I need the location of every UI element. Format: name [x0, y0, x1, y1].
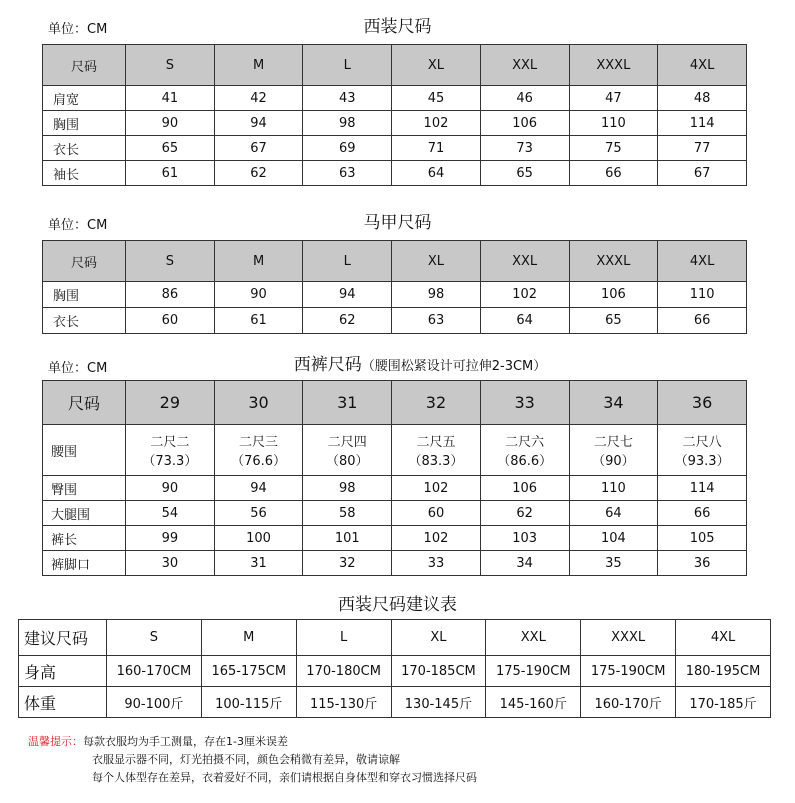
table-row — [43, 476, 747, 501]
vest-header-row — [43, 241, 747, 282]
table-cell: 65 — [569, 308, 658, 334]
table-row — [43, 86, 747, 111]
waist-chi-value: 二尺二 — [150, 435, 190, 450]
table-cell: 145-160斤 — [486, 687, 581, 718]
header-cell: 30 — [214, 381, 303, 425]
table-cell: 99 — [126, 526, 215, 551]
table-cell: 170-185CM — [391, 656, 486, 687]
header-cell: L — [296, 620, 391, 656]
header-cell: 29 — [126, 381, 215, 425]
table-cell: 60 — [392, 501, 481, 526]
table-cell: 43 — [303, 86, 392, 111]
table-cell — [480, 425, 569, 476]
table-cell: 47 — [569, 86, 658, 111]
table-cell — [392, 425, 481, 476]
suit-header-row — [43, 45, 747, 86]
table-cell: 34 — [480, 551, 569, 576]
table-cell: 31 — [214, 551, 303, 576]
table-cell: 100-115斤 — [201, 687, 296, 718]
suggest-size-table — [18, 619, 771, 718]
header-cell: XL — [392, 241, 481, 282]
table-cell: 175-190CM — [486, 656, 581, 687]
header-cell: 4XL — [676, 620, 771, 656]
table-cell: 42 — [214, 86, 303, 111]
header-cell: XXXL — [569, 45, 658, 86]
header-cell: 尺码 — [43, 45, 126, 86]
table-cell — [569, 425, 658, 476]
header-cell: 31 — [303, 381, 392, 425]
row-label: 胸围 — [43, 282, 126, 308]
table-row — [43, 136, 747, 161]
table-cell: 32 — [303, 551, 392, 576]
table-cell: 56 — [214, 501, 303, 526]
tips-line — [28, 733, 477, 751]
tips-text: 每个人体型存在差异，衣着爱好不同，亲们请根据自身体型和穿衣习惯选择尺码 — [92, 771, 477, 784]
waist-cm-value: （80） — [325, 454, 369, 469]
row-label: 臀围 — [43, 476, 126, 501]
table-cell: 102 — [392, 111, 481, 136]
table-cell: 62 — [480, 501, 569, 526]
header-cell: 34 — [569, 381, 658, 425]
header-cell: 尺码 — [43, 241, 126, 282]
table-cell: 170-185斤 — [676, 687, 771, 718]
trousers-title: 西裤尺码 — [293, 355, 362, 375]
table-row — [43, 526, 747, 551]
suit-size-table — [42, 44, 747, 186]
header-cell: L — [303, 241, 392, 282]
table-cell: 71 — [392, 136, 481, 161]
table-cell: 110 — [569, 111, 658, 136]
row-label: 腰围 — [43, 425, 126, 476]
table-cell: 64 — [480, 308, 569, 334]
table-cell: 64 — [392, 161, 481, 186]
row-label: 袖长 — [43, 161, 126, 186]
header-cell: XXL — [486, 620, 581, 656]
table-cell: 160-170CM — [107, 656, 202, 687]
header-cell: M — [214, 241, 303, 282]
row-label: 裤脚口 — [43, 551, 126, 576]
row-label: 衣长 — [43, 308, 126, 334]
table-cell: 165-175CM — [201, 656, 296, 687]
table-row — [43, 282, 747, 308]
vest-unit: 单位：CM — [48, 218, 108, 233]
table-cell — [658, 425, 747, 476]
table-cell: 75 — [569, 136, 658, 161]
table-cell: 63 — [392, 308, 481, 334]
suggest-header-row — [19, 620, 771, 656]
waist-row — [43, 425, 747, 476]
table-row — [43, 161, 747, 186]
table-cell: 62 — [303, 308, 392, 334]
tips-label: 温馨提示： — [28, 735, 83, 748]
trousers-title-block — [240, 350, 600, 375]
table-cell: 48 — [658, 86, 747, 111]
table-cell: 94 — [214, 476, 303, 501]
header-cell: XL — [391, 620, 486, 656]
table-cell: 101 — [303, 526, 392, 551]
table-cell: 160-170斤 — [581, 687, 676, 718]
table-cell: 73 — [480, 136, 569, 161]
table-cell: 106 — [569, 282, 658, 308]
header-cell: S — [126, 45, 215, 86]
waist-chi-value: 二尺七 — [593, 435, 633, 450]
row-label: 身高 — [19, 656, 107, 687]
tips-block — [28, 733, 477, 787]
table-cell: 30 — [126, 551, 215, 576]
tips-text: 每款衣服均为手工测量，存在1-3厘米误差 — [83, 735, 288, 748]
table-row — [43, 111, 747, 136]
header-cell: 4XL — [658, 241, 747, 282]
row-label: 体重 — [19, 687, 107, 718]
header-cell: S — [126, 241, 215, 282]
table-cell: 35 — [569, 551, 658, 576]
table-cell: 60 — [126, 308, 215, 334]
table-cell: 66 — [569, 161, 658, 186]
header-cell: 尺码 — [43, 381, 126, 425]
header-cell: XL — [392, 45, 481, 86]
header-cell: 33 — [480, 381, 569, 425]
header-cell: 32 — [392, 381, 481, 425]
header-cell: 36 — [658, 381, 747, 425]
table-cell: 110 — [569, 476, 658, 501]
table-cell: 90 — [214, 282, 303, 308]
table-cell: 106 — [480, 111, 569, 136]
suit-unit: 单位：CM — [48, 22, 108, 37]
table-cell: 100 — [214, 526, 303, 551]
table-cell: 110 — [658, 282, 747, 308]
table-row — [19, 687, 771, 718]
table-row — [19, 656, 771, 687]
table-cell: 98 — [303, 476, 392, 501]
table-cell — [126, 425, 215, 476]
table-cell: 114 — [658, 111, 747, 136]
table-cell: 36 — [658, 551, 747, 576]
header-cell: XXXL — [581, 620, 676, 656]
row-label: 胸围 — [43, 111, 126, 136]
table-cell: 98 — [303, 111, 392, 136]
waist-cm-value: （86.6） — [497, 454, 553, 469]
vest-size-table — [42, 240, 747, 334]
table-cell: 41 — [126, 86, 215, 111]
trousers-size-table — [42, 380, 747, 576]
waist-cm-value: （93.3） — [674, 454, 730, 469]
table-cell: 65 — [480, 161, 569, 186]
header-cell: M — [214, 45, 303, 86]
table-cell: 66 — [658, 501, 747, 526]
trousers-unit: 单位：CM — [48, 361, 108, 376]
table-cell — [214, 425, 303, 476]
table-cell: 115-130斤 — [296, 687, 391, 718]
header-cell: XXL — [480, 45, 569, 86]
waist-chi-value: 二尺六 — [505, 435, 545, 450]
suit-title: 西装尺码 — [363, 17, 432, 37]
table-cell: 98 — [392, 282, 481, 308]
table-cell: 69 — [303, 136, 392, 161]
table-cell: 61 — [126, 161, 215, 186]
table-cell: 90 — [126, 476, 215, 501]
table-cell: 104 — [569, 526, 658, 551]
header-cell: 建议尺码 — [19, 620, 107, 656]
waist-cm-value: （90） — [592, 454, 635, 469]
waist-cm-value: （73.3） — [142, 454, 198, 469]
table-cell: 46 — [480, 86, 569, 111]
waist-cm-value: （76.6） — [231, 454, 287, 469]
table-cell: 61 — [214, 308, 303, 334]
table-cell: 130-145斤 — [391, 687, 486, 718]
trousers-header-row — [43, 381, 747, 425]
table-cell: 102 — [392, 476, 481, 501]
table-cell: 63 — [303, 161, 392, 186]
table-cell: 45 — [392, 86, 481, 111]
header-cell: L — [303, 45, 392, 86]
table-cell: 64 — [569, 501, 658, 526]
vest-title: 马甲尺码 — [363, 213, 432, 233]
row-label: 大腿围 — [43, 501, 126, 526]
row-label: 肩宽 — [43, 86, 126, 111]
trousers-subtitle: （腰围松紧设计可拉伸2-3CM） — [361, 359, 547, 374]
table-cell: 103 — [480, 526, 569, 551]
header-cell: S — [107, 620, 202, 656]
table-cell: 114 — [658, 476, 747, 501]
table-cell: 54 — [126, 501, 215, 526]
table-cell: 86 — [126, 282, 215, 308]
table-cell: 66 — [658, 308, 747, 334]
tips-text: 衣服显示器不同，灯光拍摄不同，颜色会稍微有差异，敬请谅解 — [92, 753, 400, 766]
table-row — [43, 501, 747, 526]
row-label: 衣长 — [43, 136, 126, 161]
table-cell: 105 — [658, 526, 747, 551]
table-cell: 90-100斤 — [107, 687, 202, 718]
waist-chi-value: 二尺四 — [327, 435, 367, 450]
table-cell: 106 — [480, 476, 569, 501]
header-cell: 4XL — [658, 45, 747, 86]
waist-chi-value: 二尺八 — [682, 435, 722, 450]
waist-chi-value: 二尺五 — [416, 435, 456, 450]
table-cell: 62 — [214, 161, 303, 186]
table-cell: 67 — [214, 136, 303, 161]
waist-chi-value: 二尺三 — [239, 435, 279, 450]
table-cell: 102 — [480, 282, 569, 308]
table-cell: 175-190CM — [581, 656, 676, 687]
table-cell: 180-195CM — [676, 656, 771, 687]
table-cell — [303, 425, 392, 476]
header-cell: XXXL — [569, 241, 658, 282]
table-row — [43, 308, 747, 334]
table-cell: 77 — [658, 136, 747, 161]
table-cell: 58 — [303, 501, 392, 526]
table-cell: 90 — [126, 111, 215, 136]
waist-cm-value: （83.3） — [408, 454, 464, 469]
table-cell: 94 — [303, 282, 392, 308]
row-label: 裤长 — [43, 526, 126, 551]
suggest-title: 西装尺码建议表 — [338, 595, 457, 615]
table-cell: 67 — [658, 161, 747, 186]
table-cell: 94 — [214, 111, 303, 136]
header-cell: XXL — [480, 241, 569, 282]
table-cell: 102 — [392, 526, 481, 551]
table-cell: 33 — [392, 551, 481, 576]
header-cell: M — [201, 620, 296, 656]
table-cell: 170-180CM — [296, 656, 391, 687]
table-cell: 65 — [126, 136, 215, 161]
table-row — [43, 551, 747, 576]
